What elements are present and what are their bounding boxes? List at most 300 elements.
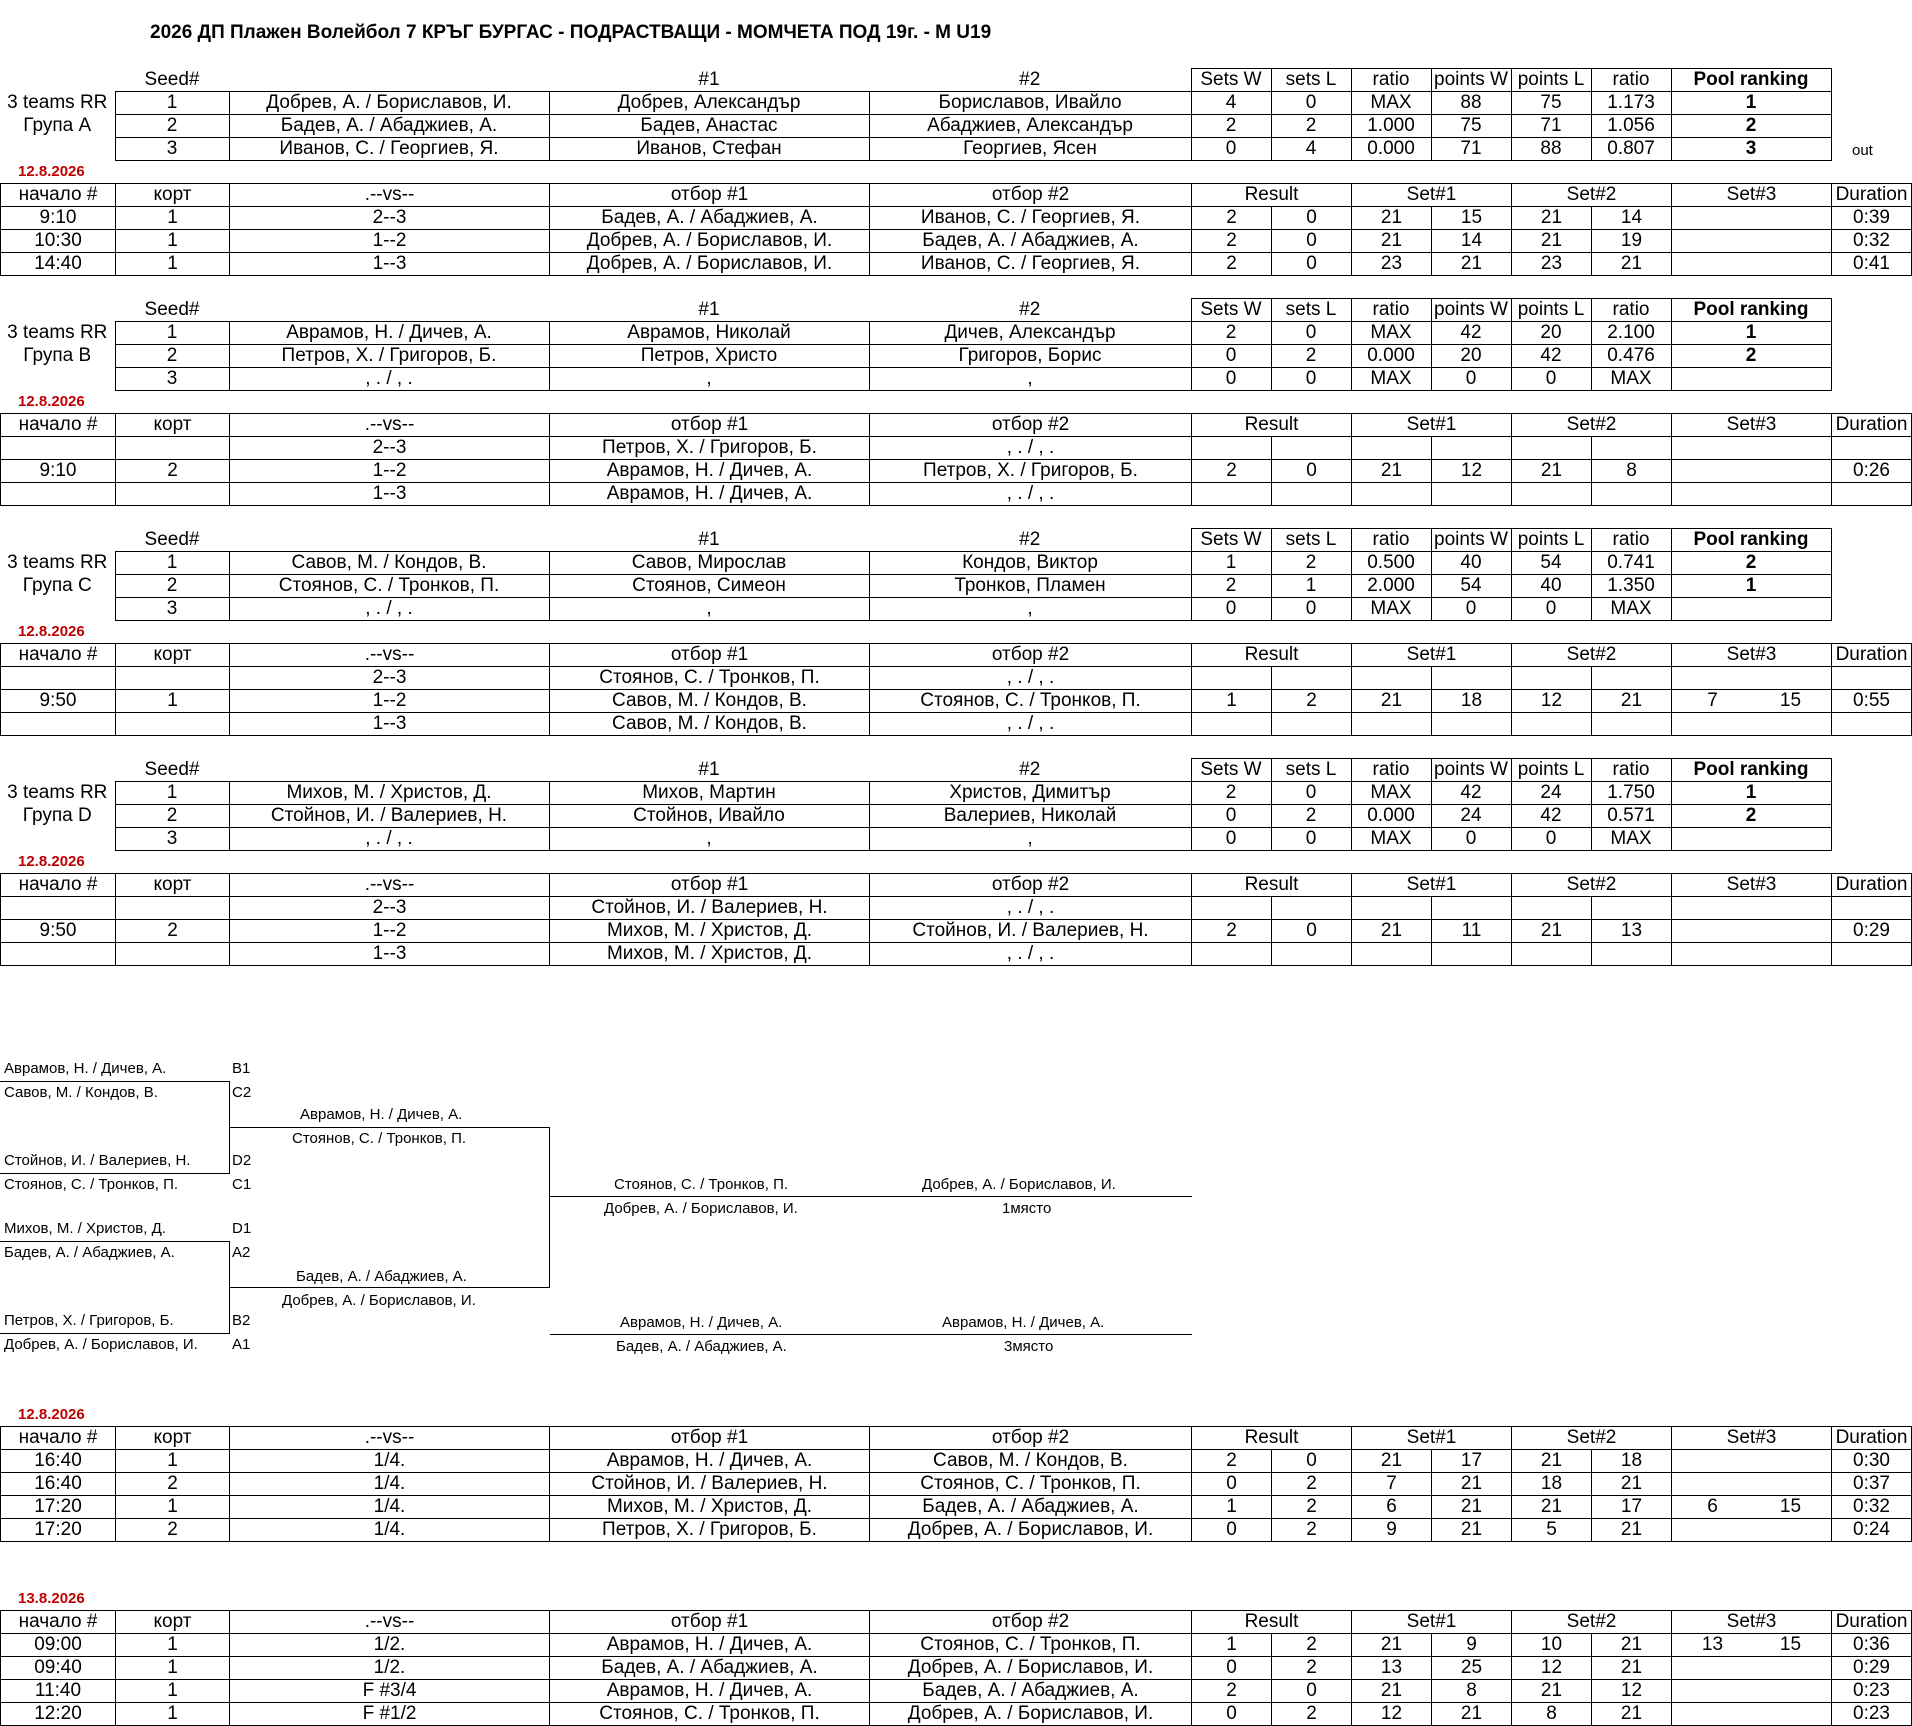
set2-team1-cell: 21 <box>1512 920 1592 943</box>
schedule-header-row <box>1 644 1912 667</box>
group-name-label: Група D <box>22 805 92 826</box>
duration-cell: 0:41 <box>1832 253 1912 276</box>
start-header: начало # <box>1 414 116 437</box>
match-row <box>1 1496 1912 1519</box>
start-time-cell: 11:40 <box>1 1680 116 1703</box>
bracket-line <box>0 1081 230 1082</box>
court-header: корт <box>116 184 230 207</box>
player1-header: #1 <box>549 529 869 552</box>
set1-team1-cell: 21 <box>1352 920 1432 943</box>
sets-team2-cell: 0 <box>1272 1680 1352 1703</box>
start-time-cell <box>1 667 116 690</box>
vs-cell: 2--3 <box>230 437 550 460</box>
set1-team1-cell: 21 <box>1352 230 1432 253</box>
team2-cell: Иванов, С. / Георгиев, Я. <box>870 253 1192 276</box>
set1-team2-cell: 14 <box>1432 230 1512 253</box>
points-ratio-header: ratio <box>1591 69 1671 92</box>
team1-header: отбор #1 <box>550 1611 870 1634</box>
set2-header: Set#2 <box>1512 184 1672 207</box>
vs-cell: 1--3 <box>230 713 550 736</box>
court-cell: 1 <box>116 690 230 713</box>
set1-team2-cell: 9 <box>1432 1634 1512 1657</box>
set1-team1-cell: 13 <box>1352 1657 1432 1680</box>
start-time-cell: 9:10 <box>1 207 116 230</box>
sets-won-header: Sets W <box>1191 69 1271 92</box>
team2-cell: Савов, М. / Кондов, В. <box>870 1450 1192 1473</box>
set2-team2-cell <box>1592 943 1672 966</box>
set3-header: Set#3 <box>1672 414 1832 437</box>
seed-header: Seed# <box>115 529 229 552</box>
set2-team1-cell <box>1512 667 1592 690</box>
sets-team2-cell <box>1272 943 1352 966</box>
standings-row <box>0 345 1831 368</box>
vs-cell: 1--2 <box>230 920 550 943</box>
vs-cell: 1/4. <box>230 1496 550 1519</box>
set3-cell <box>1672 1634 1832 1657</box>
set2-team1-cell: 10 <box>1512 1634 1592 1657</box>
set3-cell <box>1672 1519 1832 1542</box>
set1-team1-cell: 21 <box>1352 690 1432 713</box>
bracket-line <box>550 1196 1192 1197</box>
bracket-third-place-team: Аврамов, Н. / Дичев, А. <box>620 1314 783 1331</box>
sets-team2-cell <box>1272 667 1352 690</box>
points-ratio-cell: 0.476 <box>1591 345 1671 368</box>
seed-cell: 2 <box>115 115 229 138</box>
seed-cell: 3 <box>115 138 229 161</box>
vs-cell: 1--3 <box>230 943 550 966</box>
set2-team2-cell: 18 <box>1592 1450 1672 1473</box>
team2-header: отбор #2 <box>870 1427 1192 1450</box>
vs-cell: 1/4. <box>230 1519 550 1542</box>
points-won-cell: 88 <box>1431 92 1511 115</box>
match-row <box>1 437 1912 460</box>
bracket-seed: D1 <box>232 1220 252 1237</box>
sets-lost-cell: 4 <box>1271 138 1351 161</box>
sets-lost-cell: 0 <box>1271 92 1351 115</box>
court-cell: 1 <box>116 230 230 253</box>
set1-header: Set#1 <box>1352 644 1512 667</box>
set1-header: Set#1 <box>1352 184 1512 207</box>
match-row <box>1 1473 1912 1496</box>
set2-team2-cell: 8 <box>1592 460 1672 483</box>
points-won-header: points W <box>1431 69 1511 92</box>
start-header: начало # <box>1 184 116 207</box>
bracket-line <box>230 1287 550 1288</box>
seed-cell: 2 <box>115 345 229 368</box>
player1-cell: Петров, Христо <box>549 345 869 368</box>
sets-ratio-header: ratio <box>1351 759 1431 782</box>
points-ratio-cell: 1.173 <box>1591 92 1671 115</box>
set2-team1-cell: 21 <box>1512 230 1592 253</box>
player2-header: #2 <box>869 69 1191 92</box>
bracket-team: Петров, Х. / Григоров, Б. <box>4 1312 174 1329</box>
rank-cell: 3 <box>1671 138 1831 161</box>
court-cell: 1 <box>116 1703 230 1726</box>
points-won-cell: 42 <box>1431 322 1511 345</box>
third-place-label: 3място <box>1004 1338 1054 1355</box>
group-format-label: 3 teams RR <box>7 552 108 573</box>
sets-won-cell: 2 <box>1191 115 1271 138</box>
set2-team2-cell <box>1592 713 1672 736</box>
team2-cell: Стойнов, И. / Валериев, Н. <box>870 920 1192 943</box>
result-header: Result <box>1192 414 1352 437</box>
duration-cell: 0:32 <box>1832 230 1912 253</box>
team-cell: Стоянов, С. / Тронков, П. <box>229 575 549 598</box>
set1-team2-cell <box>1432 713 1512 736</box>
set2-team1-cell: 21 <box>1512 460 1592 483</box>
set1-team1-cell: 23 <box>1352 253 1432 276</box>
sets-won-cell: 4 <box>1191 92 1271 115</box>
sets-team1-cell: 2 <box>1192 253 1272 276</box>
set2-header: Set#2 <box>1512 414 1672 437</box>
court-cell <box>116 483 230 506</box>
points-ratio-cell: 0.571 <box>1591 805 1671 828</box>
duration-header: Duration <box>1832 414 1912 437</box>
points-lost-cell: 42 <box>1511 345 1591 368</box>
player1-cell: Бадев, Анастас <box>549 115 869 138</box>
set1-team1-cell: 21 <box>1352 1634 1432 1657</box>
points-lost-cell: 42 <box>1511 805 1591 828</box>
set2-team1-cell: 21 <box>1512 1680 1592 1703</box>
match-schedule-table <box>0 1610 1912 1726</box>
points-lost-cell: 54 <box>1511 552 1591 575</box>
sets-team2-cell: 0 <box>1272 207 1352 230</box>
set1-team1-cell: 7 <box>1352 1473 1432 1496</box>
sets-team2-cell <box>1272 483 1352 506</box>
court-cell: 2 <box>116 460 230 483</box>
player1-cell: , <box>549 598 869 621</box>
team2-cell: Петров, Х. / Григоров, Б. <box>870 460 1192 483</box>
sets-won-cell: 2 <box>1191 322 1271 345</box>
seed-header: Seed# <box>115 299 229 322</box>
sets-team1-cell: 0 <box>1192 1473 1272 1496</box>
points-ratio-cell: MAX <box>1591 598 1671 621</box>
team1-header: отбор #1 <box>550 644 870 667</box>
seed-cell: 1 <box>115 92 229 115</box>
set2-team1-cell <box>1512 437 1592 460</box>
set3-team1-value: 6 <box>1707 1496 1718 1517</box>
set2-header: Set#2 <box>1512 644 1672 667</box>
team2-cell: Бадев, А. / Абаджиев, А. <box>870 1496 1192 1519</box>
schedule-header-row <box>1 874 1912 897</box>
court-header: корт <box>116 644 230 667</box>
duration-header: Duration <box>1832 184 1912 207</box>
team2-cell: Стоянов, С. / Тронков, П. <box>870 1634 1192 1657</box>
set2-team2-cell: 21 <box>1592 1634 1672 1657</box>
set1-team1-cell: 21 <box>1352 460 1432 483</box>
set1-team2-cell: 11 <box>1432 920 1512 943</box>
set3-cell <box>1672 1703 1832 1726</box>
set2-team2-cell: 19 <box>1592 230 1672 253</box>
court-cell: 1 <box>116 207 230 230</box>
set2-team1-cell: 8 <box>1512 1703 1592 1726</box>
vs-header: .--vs-- <box>230 1611 550 1634</box>
standings-header-row <box>0 759 1831 782</box>
rank-cell: 2 <box>1671 115 1831 138</box>
set2-team2-cell: 14 <box>1592 207 1672 230</box>
match-row <box>1 1657 1912 1680</box>
sets-ratio-header: ratio <box>1351 299 1431 322</box>
set2-team1-cell: 21 <box>1512 207 1592 230</box>
set3-header: Set#3 <box>1672 644 1832 667</box>
player2-cell: , <box>869 368 1191 391</box>
set1-team1-cell: 21 <box>1352 207 1432 230</box>
team2-cell: Добрев, А. / Бориславов, И. <box>870 1519 1192 1542</box>
pool-ranking-header: Pool ranking <box>1671 299 1831 322</box>
sets-team1-cell <box>1192 437 1272 460</box>
set1-team2-cell <box>1432 943 1512 966</box>
pool-standings-table <box>0 298 1832 391</box>
team1-cell: Аврамов, Н. / Дичев, А. <box>550 1634 870 1657</box>
set3-team2-value: 15 <box>1779 690 1802 711</box>
sets-team2-cell <box>1272 437 1352 460</box>
vs-header: .--vs-- <box>230 644 550 667</box>
player2-cell: Георгиев, Ясен <box>869 138 1191 161</box>
standings-row <box>0 368 1831 391</box>
set1-team2-cell: 21 <box>1432 1473 1512 1496</box>
seed-cell: 1 <box>115 552 229 575</box>
set3-cell <box>1672 897 1832 920</box>
sets-won-cell: 0 <box>1191 345 1271 368</box>
sets-lost-cell: 2 <box>1271 345 1351 368</box>
vs-cell: 1/4. <box>230 1450 550 1473</box>
points-lost-header: points L <box>1511 529 1591 552</box>
team1-cell: Бадев, А. / Абаджиев, А. <box>550 207 870 230</box>
player1-header: #1 <box>549 759 869 782</box>
points-won-header: points W <box>1431 759 1511 782</box>
playoff-date: 13.8.2026 <box>18 1590 85 1607</box>
points-lost-header: points L <box>1511 299 1591 322</box>
points-lost-cell: 75 <box>1511 92 1591 115</box>
bracket-team: Аврамов, Н. / Дичев, А. <box>4 1060 167 1077</box>
bracket-line <box>0 1241 230 1242</box>
sets-team2-cell <box>1272 897 1352 920</box>
sets-won-cell: 1 <box>1191 552 1271 575</box>
bracket-winner: Добрев, А. / Бориславов, И. <box>922 1176 1116 1193</box>
vs-cell: 1--3 <box>230 253 550 276</box>
team2-cell: Стоянов, С. / Тронков, П. <box>870 1473 1192 1496</box>
duration-cell: 0:39 <box>1832 207 1912 230</box>
start-header: начало # <box>1 1611 116 1634</box>
match-schedule-table <box>0 183 1912 276</box>
set2-team2-cell: 21 <box>1592 1703 1672 1726</box>
set2-team1-cell <box>1512 713 1592 736</box>
sets-ratio-cell: MAX <box>1351 92 1431 115</box>
team1-cell: Петров, Х. / Григоров, Б. <box>550 437 870 460</box>
start-time-cell <box>1 897 116 920</box>
team1-cell: Стойнов, И. / Валериев, Н. <box>550 1473 870 1496</box>
sets-team2-cell: 2 <box>1272 1519 1352 1542</box>
set2-team1-cell <box>1512 943 1592 966</box>
seed-header: Seed# <box>115 759 229 782</box>
player2-header: #2 <box>869 299 1191 322</box>
duration-cell: 0:29 <box>1832 1657 1912 1680</box>
team1-cell: Михов, М. / Христов, Д. <box>550 943 870 966</box>
sets-team2-cell: 0 <box>1272 460 1352 483</box>
match-row <box>1 690 1912 713</box>
sets-ratio-cell: 0.000 <box>1351 138 1431 161</box>
rank-cell: 2 <box>1671 345 1831 368</box>
team1-cell: Аврамов, Н. / Дичев, А. <box>550 460 870 483</box>
sets-won-header: Sets W <box>1191 759 1271 782</box>
match-row <box>1 460 1912 483</box>
team1-cell: Стоянов, С. / Тронков, П. <box>550 667 870 690</box>
set1-team2-cell: 15 <box>1432 207 1512 230</box>
set2-header: Set#2 <box>1512 1611 1672 1634</box>
sets-lost-header: sets L <box>1271 759 1351 782</box>
set3-header: Set#3 <box>1672 1427 1832 1450</box>
team-cell: Петров, Х. / Григоров, Б. <box>229 345 549 368</box>
sets-won-cell: 0 <box>1191 828 1271 851</box>
seed-cell: 3 <box>115 368 229 391</box>
start-header: начало # <box>1 1427 116 1450</box>
court-header: корт <box>116 1427 230 1450</box>
group-format-label: 3 teams RR <box>7 782 108 803</box>
start-time-cell: 09:00 <box>1 1634 116 1657</box>
duration-cell: 0:26 <box>1832 460 1912 483</box>
player2-header: #2 <box>869 529 1191 552</box>
sets-lost-cell: 0 <box>1271 368 1351 391</box>
player2-cell: Валериев, Николай <box>869 805 1191 828</box>
player1-cell: Савов, Мирослав <box>549 552 869 575</box>
set2-header: Set#2 <box>1512 874 1672 897</box>
court-cell: 1 <box>116 1680 230 1703</box>
player1-header: #1 <box>549 299 869 322</box>
rank-cell: 2 <box>1671 805 1831 828</box>
rank-cell: 1 <box>1671 322 1831 345</box>
sets-team1-cell <box>1192 943 1272 966</box>
standings-row <box>0 782 1831 805</box>
out-label: out <box>1852 142 1873 159</box>
set1-header: Set#1 <box>1352 874 1512 897</box>
team2-header: отбор #2 <box>870 874 1192 897</box>
points-lost-cell: 88 <box>1511 138 1591 161</box>
team2-cell: Стоянов, С. / Тронков, П. <box>870 690 1192 713</box>
start-time-cell: 09:40 <box>1 1657 116 1680</box>
points-won-cell: 71 <box>1431 138 1511 161</box>
points-ratio-cell: MAX <box>1591 368 1671 391</box>
seed-cell: 2 <box>115 805 229 828</box>
playoff-date: 12.8.2026 <box>18 1406 85 1423</box>
group-date: 12.8.2026 <box>18 163 85 180</box>
set1-team1-cell <box>1352 897 1432 920</box>
court-cell: 1 <box>116 253 230 276</box>
start-header: начало # <box>1 644 116 667</box>
set3-cell <box>1672 943 1832 966</box>
bracket-seed: C1 <box>232 1176 252 1193</box>
set1-team1-cell <box>1352 667 1432 690</box>
match-row <box>1 920 1912 943</box>
sets-team1-cell: 1 <box>1192 1496 1272 1519</box>
seed-cell: 3 <box>115 598 229 621</box>
duration-header: Duration <box>1832 1611 1912 1634</box>
match-row <box>1 1634 1912 1657</box>
sets-team1-cell: 2 <box>1192 230 1272 253</box>
vs-cell: F #1/2 <box>230 1703 550 1726</box>
team1-cell: Аврамов, Н. / Дичев, А. <box>550 1680 870 1703</box>
set1-team1-cell <box>1352 437 1432 460</box>
team1-cell: Добрев, А. / Бориславов, И. <box>550 230 870 253</box>
set2-team2-cell: 21 <box>1592 1473 1672 1496</box>
sets-lost-header: sets L <box>1271 529 1351 552</box>
match-schedule-table <box>0 413 1912 506</box>
rank-cell: 2 <box>1671 552 1831 575</box>
set3-header: Set#3 <box>1672 184 1832 207</box>
team1-cell: Стойнов, И. / Валериев, Н. <box>550 897 870 920</box>
team2-cell: Бадев, А. / Абаджиев, А. <box>870 1680 1192 1703</box>
set1-team1-cell: 21 <box>1352 1450 1432 1473</box>
group-date: 12.8.2026 <box>18 623 85 640</box>
set1-team1-cell <box>1352 943 1432 966</box>
bracket-finalist: Стоянов, С. / Тронков, П. <box>614 1176 789 1193</box>
points-lost-cell: 0 <box>1511 368 1591 391</box>
court-cell <box>116 943 230 966</box>
bracket-semifinalist: Аврамов, Н. / Дичев, А. <box>300 1106 463 1123</box>
team1-cell: Михов, М. / Христов, Д. <box>550 1496 870 1519</box>
sets-won-cell: 2 <box>1191 575 1271 598</box>
player2-cell: , <box>869 828 1191 851</box>
court-cell <box>116 437 230 460</box>
points-ratio-cell: 1.056 <box>1591 115 1671 138</box>
set2-team1-cell: 21 <box>1512 1496 1592 1519</box>
sets-lost-cell: 2 <box>1271 805 1351 828</box>
sets-ratio-cell: MAX <box>1351 828 1431 851</box>
sets-team1-cell <box>1192 897 1272 920</box>
sets-team2-cell: 2 <box>1272 1496 1352 1519</box>
set3-header: Set#3 <box>1672 874 1832 897</box>
points-won-cell: 75 <box>1431 115 1511 138</box>
player1-cell: Михов, Мартин <box>549 782 869 805</box>
player1-cell: Стоянов, Симеон <box>549 575 869 598</box>
sets-lost-cell: 0 <box>1271 322 1351 345</box>
set2-team1-cell <box>1512 897 1592 920</box>
vs-header: .--vs-- <box>230 1427 550 1450</box>
vs-cell: 2--3 <box>230 667 550 690</box>
set2-team2-cell: 21 <box>1592 1519 1672 1542</box>
pool-ranking-header: Pool ranking <box>1671 69 1831 92</box>
set3-cell <box>1672 690 1832 713</box>
sets-team1-cell: 2 <box>1192 460 1272 483</box>
duration-cell <box>1832 897 1912 920</box>
team2-header: отбор #2 <box>870 184 1192 207</box>
start-time-cell: 14:40 <box>1 253 116 276</box>
sets-ratio-cell: MAX <box>1351 782 1431 805</box>
sets-ratio-cell: 2.000 <box>1351 575 1431 598</box>
schedule-header-row <box>1 1611 1912 1634</box>
team1-cell: Бадев, А. / Абаджиев, А. <box>550 1657 870 1680</box>
rank-cell: 1 <box>1671 782 1831 805</box>
team-cell: , . / , . <box>229 828 549 851</box>
match-row <box>1 1703 1912 1726</box>
rank-cell <box>1671 598 1831 621</box>
team2-header: отбор #2 <box>870 644 1192 667</box>
team2-cell: , . / , . <box>870 483 1192 506</box>
rank-cell <box>1671 368 1831 391</box>
court-header: корт <box>116 874 230 897</box>
bracket-semifinalist: Добрев, А. / Бориславов, И. <box>282 1292 476 1309</box>
sets-lost-cell: 1 <box>1271 575 1351 598</box>
sets-ratio-cell: 0.500 <box>1351 552 1431 575</box>
duration-cell: 0:36 <box>1832 1634 1912 1657</box>
set2-team2-cell <box>1592 897 1672 920</box>
points-lost-cell: 0 <box>1511 828 1591 851</box>
points-won-cell: 54 <box>1431 575 1511 598</box>
seed-header: Seed# <box>115 69 229 92</box>
result-header: Result <box>1192 1611 1352 1634</box>
set2-team2-cell: 21 <box>1592 253 1672 276</box>
set3-team1-value: 13 <box>1701 1634 1724 1655</box>
set1-team1-cell <box>1352 483 1432 506</box>
